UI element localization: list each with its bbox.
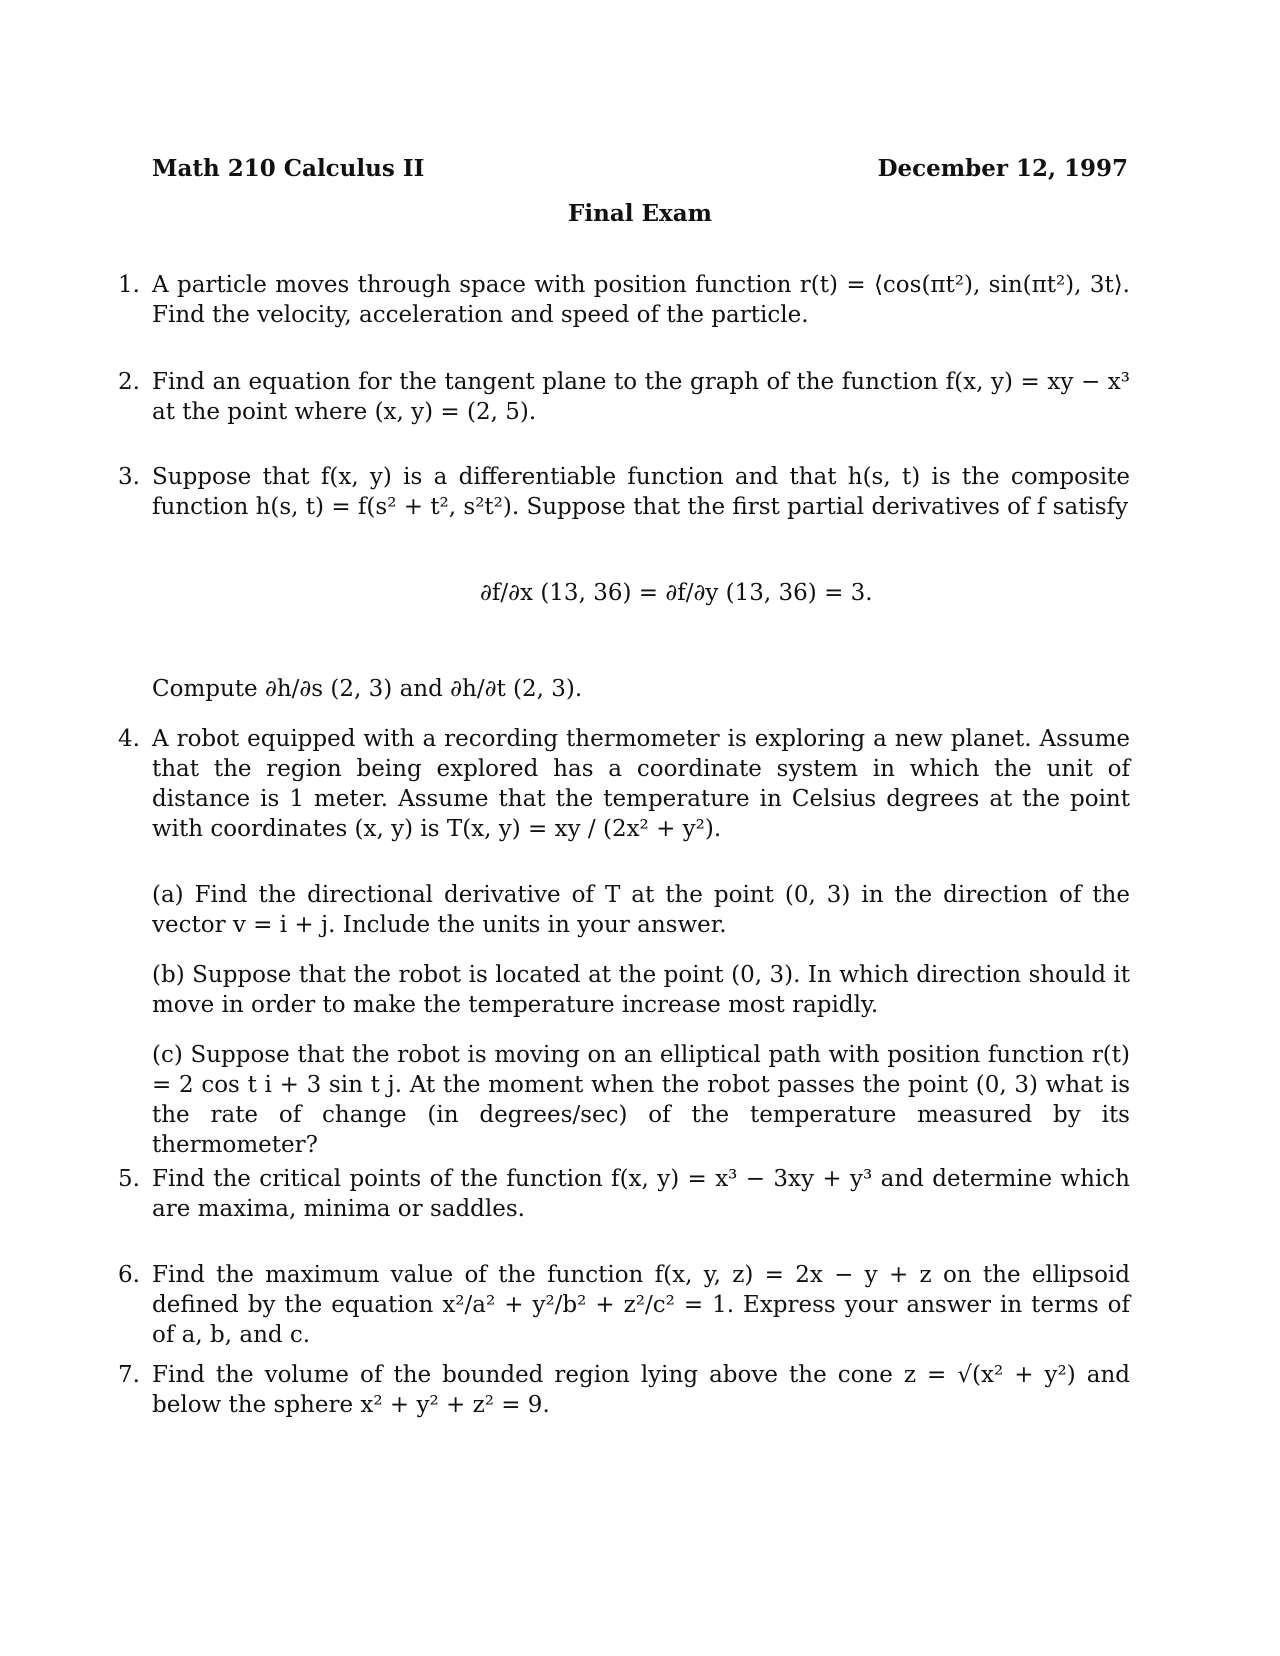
problem-number: 6. xyxy=(118,1262,140,1288)
problem-number: 4. xyxy=(118,726,140,752)
problem-text: Find the volume of the bounded region lying above the cone z = √(x² + y²) and below the sphere x² + y² + z² = 9. xyxy=(152,1362,1130,1418)
problem-number: 5. xyxy=(118,1166,140,1192)
exam-date: December 12, 1997 xyxy=(877,155,1128,182)
problem-6 xyxy=(118,1260,1130,1350)
problem-text: A particle moves through space with position function r(t) = ⟨cos(πt²), sin(πt²), 3t⟩. Find the velocity, acceleration and speed of the particle. xyxy=(152,272,1130,328)
problem-text: Find an equation for the tangent plane to the graph of the function f(x, y) = xy − x³ at the point where (x, y) = (2, 5). xyxy=(152,369,1130,425)
problem-number: 3. xyxy=(118,464,140,490)
course-title: Math 210 Calculus II xyxy=(152,155,425,182)
problem-number: 2. xyxy=(118,369,140,395)
problem-4 xyxy=(118,724,1130,844)
partial-derivative-equation: ∂f/∂x (13, 36) = ∂f/∂y (13, 36) = 3. xyxy=(480,580,873,606)
problem-4-part-b: (b) Suppose that the robot is located at the point (0, 3). In which direction should it move in order to make the temperature increase most rapidly. xyxy=(152,962,1130,1018)
problem-4-part-c: (c) Suppose that the robot is moving on an elliptical path with position function r(t) = 2 cos t i + 3 sin t j. At the moment when the robot passes the point (0, 3) what is the rate of change (in degrees/sec) of the temperature measured by its thermometer? xyxy=(152,1042,1130,1158)
problem-number: 7. xyxy=(118,1362,140,1388)
compute-instruction: Compute ∂h/∂s (2, 3) and ∂h/∂t (2, 3). xyxy=(152,676,583,702)
problem-1 xyxy=(118,270,1130,330)
problem-7 xyxy=(118,1360,1130,1420)
problem-text: Find the critical points of the function f(x, y) = x³ − 3xy + y³ and determine which are maxima, minima or saddles. xyxy=(152,1166,1130,1222)
problem-4-part-a: (a) Find the directional derivative of T at the point (0, 3) in the direction of the vector v = i + j. Include the units in your answer. xyxy=(152,882,1130,938)
problem-5 xyxy=(118,1164,1130,1224)
problem-number: 1. xyxy=(118,272,140,298)
problem-2 xyxy=(118,367,1130,427)
problem-3 xyxy=(118,462,1130,522)
exam-title: Final Exam xyxy=(568,200,712,227)
problem-text: Find the maximum value of the function f(x, y, z) = 2x − y + z on the ellipsoid defined by the equation x²/a² + y²/b² + z²/c² = 1. Express your answer in terms of of a, b, and c. xyxy=(152,1262,1130,1348)
problem-text: Suppose that f(x, y) is a differentiable function and that h(s, t) is the composite function h(s, t) = f(s² + t², s²t²). Suppose that the first partial derivatives of f satisfy xyxy=(152,464,1130,520)
problem-text: A robot equipped with a recording thermometer is exploring a new planet. Assume that the region being explored has a coordinate system in which the unit of distance is 1 meter. Assume that the temperature in Celsius degrees at the point with coordinates (x, y) is T(x, y) = xy / (2x² + y²). xyxy=(152,726,1130,842)
